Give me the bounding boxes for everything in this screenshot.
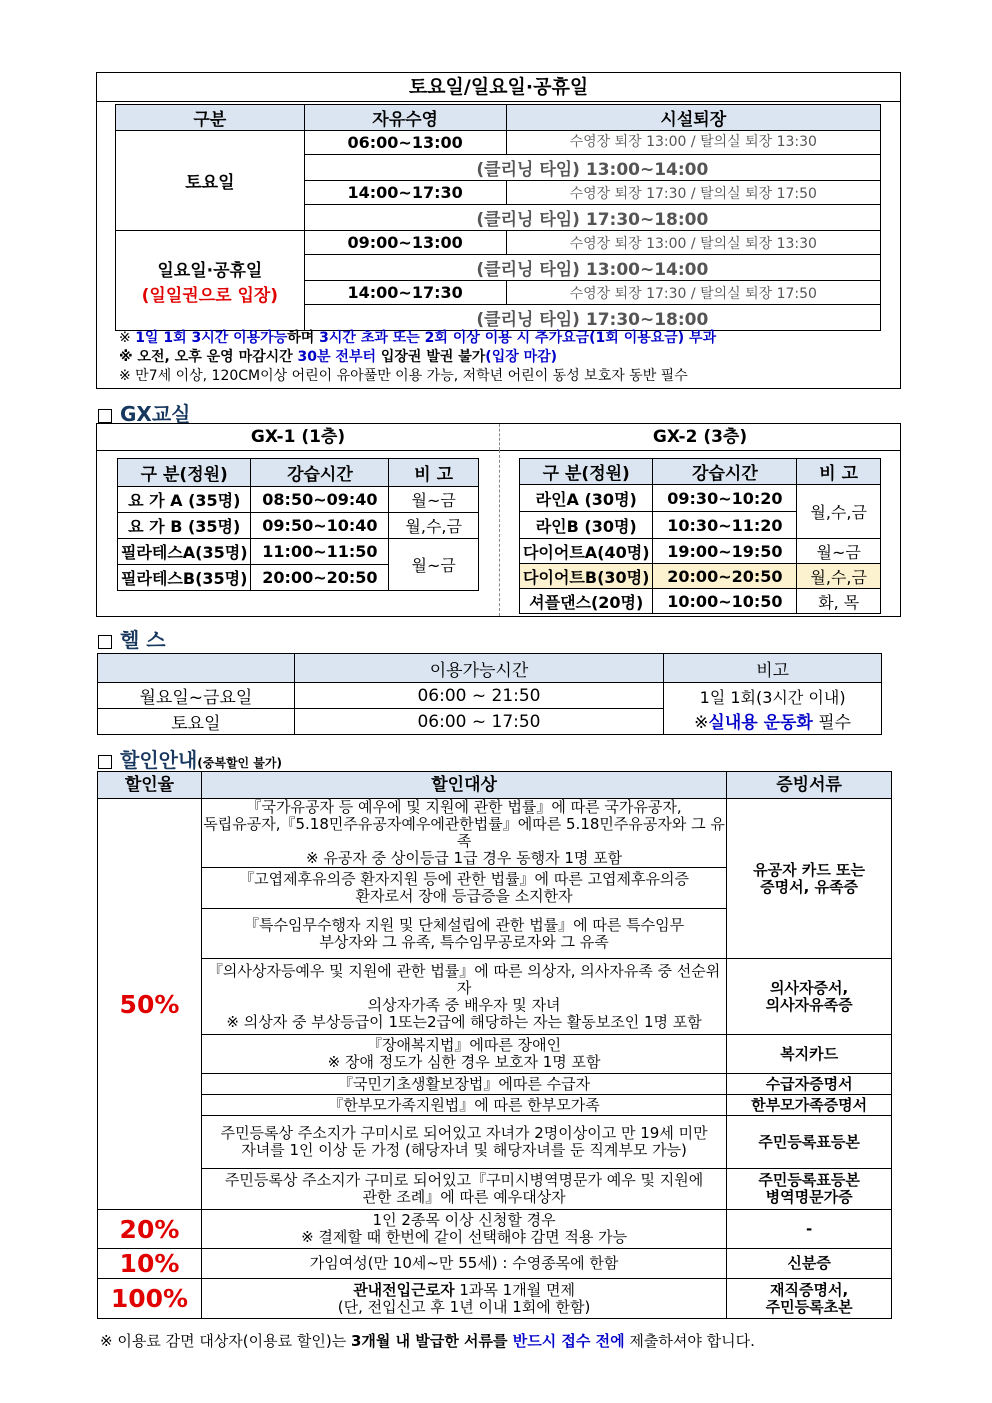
health-title: 헬 스 (120, 628, 166, 652)
health-note-2-suffix: 필수 (812, 712, 852, 733)
health-note-1: 1일 1회(3시간 이내) (699, 687, 846, 707)
health-day: 월요일~금요일 (98, 683, 295, 709)
note-1 (119, 329, 899, 348)
doc-text: 병역명문가증 (765, 1188, 853, 1206)
gx-class-name: 필라테스A(35명) (118, 539, 251, 565)
note-2-blue: 30분 전부터 (297, 349, 376, 365)
gx-class-time: 20:00~20:50 (653, 564, 797, 589)
note-1-prefix: ※ (119, 330, 136, 346)
weekend-title: 토요일/일요일·공휴일 (97, 73, 900, 102)
target-agent-orange (201, 868, 726, 909)
gx-class-time: 10:30~11:20 (653, 512, 797, 539)
target-two-programs (201, 1210, 726, 1249)
doc-text: 주민등록초본 (765, 1297, 853, 1316)
target-text: ※ 결제할 때 한번에 같이 선택해야 감면 적용 가능 (301, 1228, 628, 1246)
doc-veterans (727, 799, 892, 959)
health-day: 토요일 (98, 709, 295, 735)
gx-class-name: 라인B (30명) (520, 512, 653, 539)
header-exit: 시설퇴장 (506, 105, 880, 131)
gx-divider-lower (499, 450, 500, 616)
target-special-mission (201, 909, 726, 959)
doc-two-programs: - (727, 1210, 892, 1249)
gx-class-note: 월,수,금 (797, 564, 881, 589)
gx-class-note: 월~금 (389, 487, 479, 513)
target-text: 의상자가족 중 배우자 및 자녀 (367, 995, 561, 1014)
gx-class-name: 요 가 A (35명) (118, 487, 251, 513)
header-category: 구분 (116, 105, 305, 131)
doc-relocated-worker (727, 1279, 892, 1319)
gx1-header-time: 강습시간 (251, 459, 389, 487)
gx1-header-note: 비 고 (389, 459, 479, 487)
target-text-rest: 1과목 1개월 면제 (454, 1280, 575, 1299)
cleaning-time: (클리닝 타임) 13:00~14:00 (304, 155, 880, 181)
gx-class-time: 09:50~10:40 (251, 513, 389, 539)
doc-text: 증명서, 유족증 (760, 877, 859, 896)
note-1-blue: 1일 1회 3시간 이용가능 (135, 330, 288, 346)
gx2-header-name: 구 분(정원) (520, 459, 653, 485)
target-text: 『고엽제후유의증 환자지원 등에 관한 법률』에 따른 고엽제후유의증 (239, 870, 689, 888)
target-text: 1인 2종목 이상 신청할 경우 (372, 1211, 556, 1229)
discount-header-target: 할인대상 (201, 772, 726, 799)
gx-class-note: 화, 목 (797, 589, 881, 614)
rate-10: 10% (98, 1249, 202, 1279)
header-free-swim: 자유수영 (304, 105, 506, 131)
target-relocated-worker (201, 1279, 726, 1319)
slot-time: 09:00~13:00 (304, 231, 506, 255)
health-time: 06:00 ~ 17:50 (294, 709, 664, 735)
doc-military-family (727, 1169, 892, 1210)
discount-table (97, 771, 892, 1319)
gx-class-name: 라인A (30명) (520, 485, 653, 512)
target-text: 부상자와 그 유족, 특수임무공로자와 그 유족 (319, 932, 609, 951)
weekend-table (115, 104, 881, 331)
footer-blue: 반드시 접수 전에 (512, 1332, 625, 1350)
target-text: ※ 장애 정도가 심한 경우 보호자 1명 포함 (327, 1053, 601, 1071)
rate-50: 50% (98, 799, 202, 1210)
health-header-note: 비고 (664, 654, 882, 683)
footer-prefix: ※ 이용료 감면 대상자(이용료 할인)는 (100, 1332, 351, 1350)
weekend-notes (119, 329, 899, 386)
cleaning-time: (클리닝 타임) 17:30~18:00 (304, 305, 880, 331)
discount-subtitle: (중복할인 불가) (197, 756, 282, 770)
slot-exit: 수영장 퇴장 13:00 / 탈의실 퇴장 13:30 (506, 231, 880, 255)
gx2-table (519, 458, 881, 614)
rate-100: 100% (98, 1279, 202, 1319)
health-time: 06:00 ~ 21:50 (294, 683, 664, 709)
gx-section (96, 423, 901, 617)
target-text: 관한 조례』에 따른 예우대상자 (362, 1188, 566, 1206)
gx-class-note: 월~금 (389, 539, 479, 591)
gx-class-time: 19:00~19:50 (653, 539, 797, 564)
target-women: 가임여성(만 10세~만 55세) : 수영종목에 한함 (201, 1249, 726, 1279)
sunday-sublabel: (일일권으로 입장) (141, 285, 279, 306)
sunday-label: 일요일·공휴일 (157, 260, 263, 281)
note-2 (119, 348, 899, 367)
gx1-table (117, 458, 479, 591)
slot-time: 14:00~17:30 (304, 181, 506, 205)
sunday-label-cell (116, 231, 305, 331)
target-military-family (201, 1169, 726, 1210)
target-text: 주민등록상 주소지가 구미로 되어있고『구미시병역명문가 예우 및 지원에 (224, 1171, 704, 1189)
gx-class-name: 필라테스B(35명) (118, 565, 251, 591)
gx-class-name: 요 가 B (35명) (118, 513, 251, 539)
gx-class-name: 다이어트B(30명) (520, 564, 653, 589)
note-2-prefix: ※ 오전, 오후 운영 마감시간 (119, 349, 298, 365)
cleaning-time: (클리닝 타임) 13:00~14:00 (304, 255, 880, 281)
target-text: 자녀를 1인 이상 둔 가정 (해당자녀 및 해당자녀를 둔 직계부모 가능) (241, 1141, 687, 1159)
note-1-mid: 하며 (287, 330, 320, 346)
note-2-blue2: (입장 마감) (485, 349, 558, 365)
slot-exit: 수영장 퇴장 13:00 / 탈의실 퇴장 13:30 (506, 131, 880, 155)
checkbox-square-icon (98, 635, 112, 649)
gx2-header-note: 비 고 (797, 459, 881, 485)
doc-single-parent: 한부모가족증명서 (727, 1095, 892, 1116)
target-text-bold: 관내전입근로자 (353, 1280, 455, 1299)
health-note-2-blue: 실내용 운동화 (708, 712, 813, 733)
gx2-title: GX-2 (3층) (652, 427, 748, 447)
target-text: (단, 전입신고 후 1년 이내 1회에 한함) (337, 1297, 591, 1316)
doc-text: 의사자유족증 (765, 995, 853, 1014)
weekend-section (96, 72, 901, 389)
slot-time: 06:00~13:00 (304, 131, 506, 155)
target-veterans (201, 799, 726, 868)
gx-class-time: 11:00~11:50 (251, 539, 389, 565)
health-note-cell (664, 683, 882, 735)
slot-time: 14:00~17:30 (304, 281, 506, 305)
target-text: 『의사상자등예우 및 지원에 관한 법률』에 따른 의상자, 의사자유족 중 선순위자 (207, 961, 721, 997)
health-header-time: 이용가능시간 (294, 654, 664, 683)
gx-class-time: 09:30~10:20 (653, 485, 797, 512)
checkbox-square-icon (98, 755, 112, 769)
gx-class-name: 셔플댄스(20명) (520, 589, 653, 614)
doc-disabled: 복지카드 (727, 1035, 892, 1074)
health-note-2 (664, 708, 881, 733)
target-text: 주민등록상 주소지가 구미시로 되어있고 자녀가 2명이상이고 만 19세 미만 (220, 1124, 708, 1142)
target-disabled (201, 1035, 726, 1074)
target-text: ※ 의상자 중 부상등급이 1또는2급에 해당하는 자는 활동보조인 1명 포함 (226, 1012, 702, 1031)
doc-text: 주민등록표등본 (758, 1171, 860, 1189)
gx-class-note: 월~금 (797, 539, 881, 564)
gx-class-time: 20:00~20:50 (251, 565, 389, 591)
note-1-blue2: 3시간 초과 또는 2회 이상 이용 시 추가요금(1회 이용요금) 부과 (319, 330, 717, 346)
rate-20: 20% (98, 1210, 202, 1249)
gx-class-note: 월,수,금 (797, 485, 881, 539)
gx1-header-name: 구 분(정원) (118, 459, 251, 487)
gx-title: GX교실 (120, 402, 191, 426)
health-heading (98, 624, 166, 653)
gx-class-time: 08:50~09:40 (251, 487, 389, 513)
target-text: 환자로서 장애 등급증을 소지한자 (355, 887, 573, 905)
cleaning-time: (클리닝 타임) 17:30~18:00 (304, 205, 880, 231)
health-header-empty (98, 654, 295, 683)
doc-text: 의사자증서, (770, 978, 849, 997)
target-single-parent: 『한부모가족지원법』에 따른 한부모가족 (201, 1095, 726, 1116)
discount-heading (98, 744, 282, 773)
doc-multi-child: 주민등록표등본 (727, 1116, 892, 1169)
target-text: ※ 유공자 중 상이등급 1급 경우 동행자 1명 포함 (306, 849, 623, 867)
slot-exit: 수영장 퇴장 17:30 / 탈의실 퇴장 17:50 (506, 281, 880, 305)
footer-suffix: 제출하셔야 합니다. (624, 1332, 755, 1350)
gx1-title: GX-1 (1층) (250, 427, 346, 447)
health-table (97, 653, 882, 735)
discount-header-doc: 증빙서류 (727, 772, 892, 799)
note-3: ※ 만7세 이상, 120CM이상 어린이 유아풀만 이용 가능, 저학년 어린이 동성 보호자 동반 필수 (119, 368, 688, 384)
doc-text: 재직증명서, (770, 1280, 849, 1299)
target-text: 독립유공자,『5.18민주유공자예우에관한법률』에따른 5.18민주유공자와 그 유족 (203, 815, 725, 850)
footer-note (100, 1330, 900, 1351)
target-righteous (201, 959, 726, 1035)
discount-title: 할인안내 (120, 748, 198, 772)
checkbox-square-icon (98, 409, 112, 423)
gx2-header-time: 강습시간 (653, 459, 797, 485)
saturday-label: 토요일 (116, 131, 305, 231)
target-text (202, 1282, 726, 1299)
footer-bold: 3개월 내 발급한 서류를 (350, 1332, 513, 1350)
discount-header-rate: 할인율 (98, 772, 202, 799)
gx-class-name: 다이어트A(40명) (520, 539, 653, 564)
doc-righteous (727, 959, 892, 1035)
target-text: 『국가유공자 등 예우에 및 지원에 관한 법률』에 따른 국가유공자, (246, 798, 682, 816)
target-basic-living: 『국민기초생활보장법』에따른 수급자 (201, 1074, 726, 1095)
doc-text: 유공자 카드 또는 (753, 860, 866, 879)
doc-basic-living: 수급자증명서 (727, 1074, 892, 1095)
health-note-2-prefix: ※ (694, 712, 709, 733)
target-text: 『특수임무수행자 지원 및 단체설립에 관한 법률』에 따른 특수임무 (244, 915, 685, 934)
gx-class-time: 10:00~10:50 (653, 589, 797, 614)
target-multi-child (201, 1116, 726, 1169)
note-2-mid: 입장권 발권 불가 (376, 349, 486, 365)
gx-class-note: 월,수,금 (389, 513, 479, 539)
doc-women: 신분증 (727, 1249, 892, 1279)
target-text: 『장애복지법』에따른 장애인 (366, 1036, 562, 1054)
slot-exit: 수영장 퇴장 17:30 / 탈의실 퇴장 17:50 (506, 181, 880, 205)
